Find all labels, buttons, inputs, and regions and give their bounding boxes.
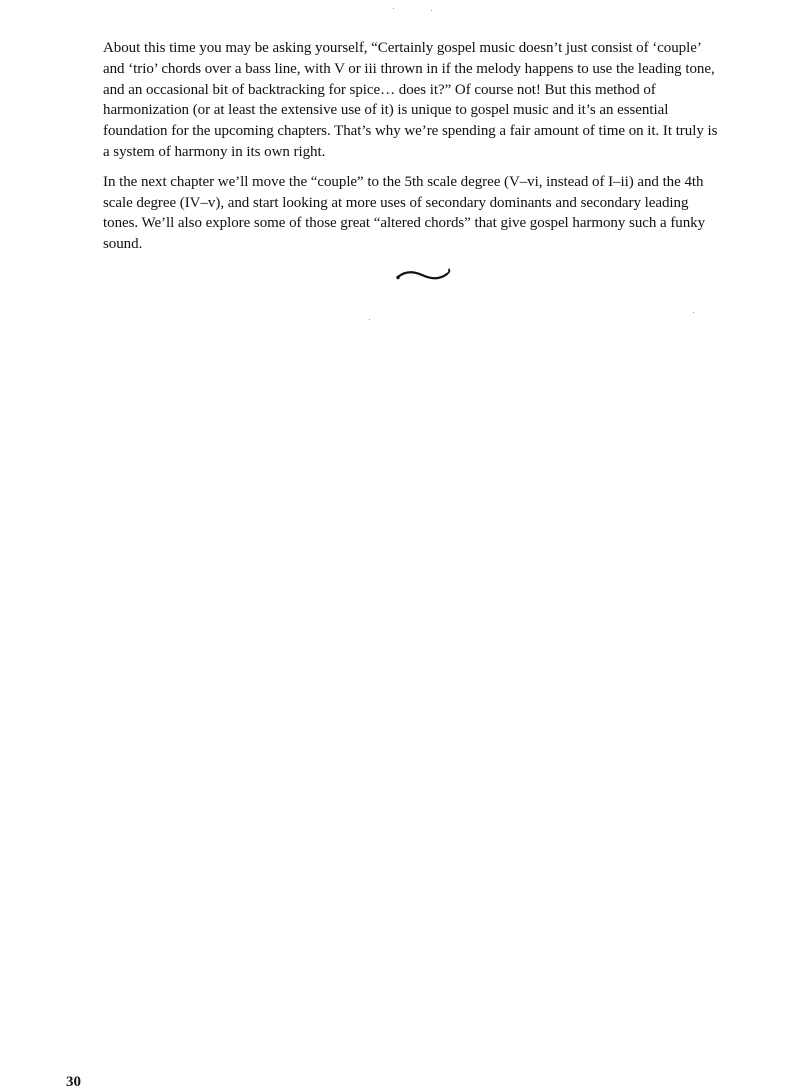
paragraph-intro: About this time you may be asking yourself, “Certainly gospel music doesn’t just consist of ‘couple’ and ‘trio’ chords over a bass line, with V or iii thrown in if the melody happens to use the leading tone, and an occasional bit of backtracking for spice… does it?” Of course not! But this method of harmonization (or at least the extensive use of it) is unique to gospel music and it’s an essential foundation for the upcoming chapters. That’s why we’re spending a fair amount of time on it. It truly is a system of harmony in its own right.: [103, 40, 718, 160]
scan-speck: [393, 8, 394, 9]
page-number: 30: [66, 1074, 81, 1090]
scan-speck: [693, 312, 694, 313]
scan-speck: [369, 319, 370, 320]
tilde-flourish-icon: [395, 268, 453, 282]
scan-speck: [431, 10, 432, 11]
body-text: [103, 38, 723, 255]
paragraph-next-chapter: In the next chapter we’ll move the “couple” to the 5th scale degree (V–vi, instead of I–ii) and the 4th scale degree (IV–v), and start looking at more uses of secondary dominants and secondary leading tones. We’ll also explore some of those great “altered chords” that give gospel harmony such a funky sound.: [103, 173, 706, 253]
